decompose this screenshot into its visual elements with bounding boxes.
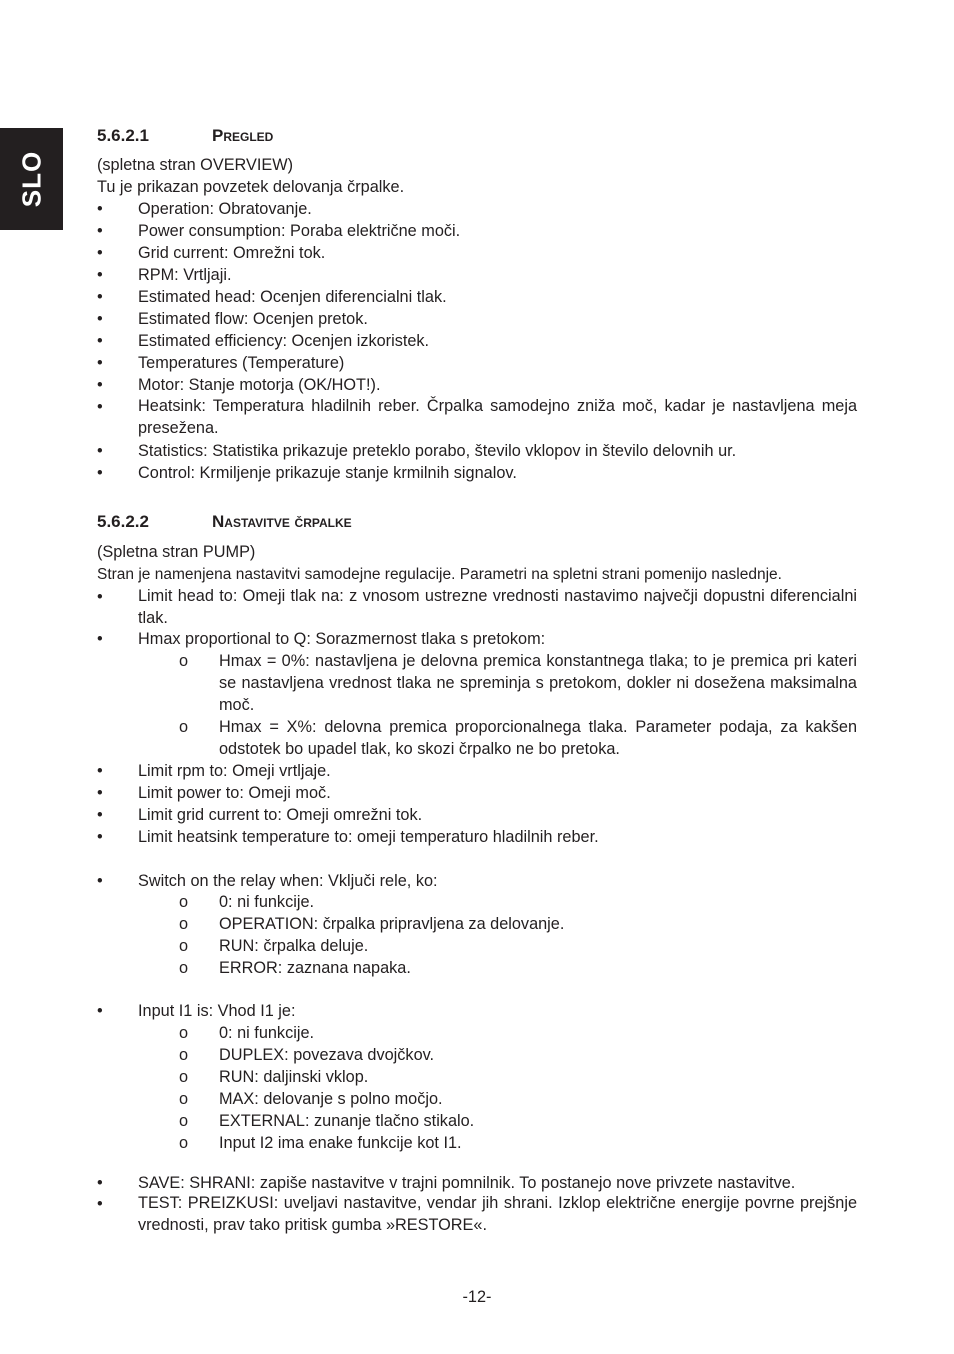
section-number: 5.6.2.2 [97,512,149,531]
intro-line: Stran je namenjena nastavitvi samodejne regulacije. Parametri na spletni strani pomenijo naslednje. [97,566,782,583]
language-tab-label: SLO [16,150,46,208]
section-title: Nastavitve črpalke [212,512,352,531]
page-number: -12- [462,1288,492,1306]
intro-line: Tu je prikazan povzetek delovanja črpalke. [97,178,405,196]
language-tab [0,128,63,230]
list-item-text: TEST: PREIZKUSI: uveljavi nastavitve, vendar jih shrani. Izklop električne energije povrne prejšnje vrednosti, prav tako pritisk gumba »RESTORE«. [138,1194,857,1234]
sub-list-item-text: Hmax = 0%: nastavljena je delovna premica konstantnega tlaka; to je premica pri kateri se nastavljena vrednost tlaka ne spreminja s pretokom, dokler ni dosežena maksimalna moč. [219,652,857,714]
intro-line: (spletna stran OVERVIEW) [97,156,294,174]
sub-list-item-text: Hmax = X%: delovna premica proporcionalnega tlaka. Parameter podaja, za kakšen odstotek bo upadel tlak, ko skozi črpalko ne bo pretoka. [219,718,857,758]
list-item-text: Limit head to: Omeji tlak na: z vnosom ustrezne vrednosti nastavimo največji dopustni diferencialni tlak. [138,587,857,627]
intro-line: (Spletna stran PUMP) [97,543,256,561]
list-item-text: Heatsink: Temperatura hladilnih reber. Črpalka samodejno zniža moč, kadar je nastavljena meja presežena. [138,397,857,437]
section-title: Pregled [212,126,274,145]
section-number: 5.6.2.1 [97,126,149,145]
